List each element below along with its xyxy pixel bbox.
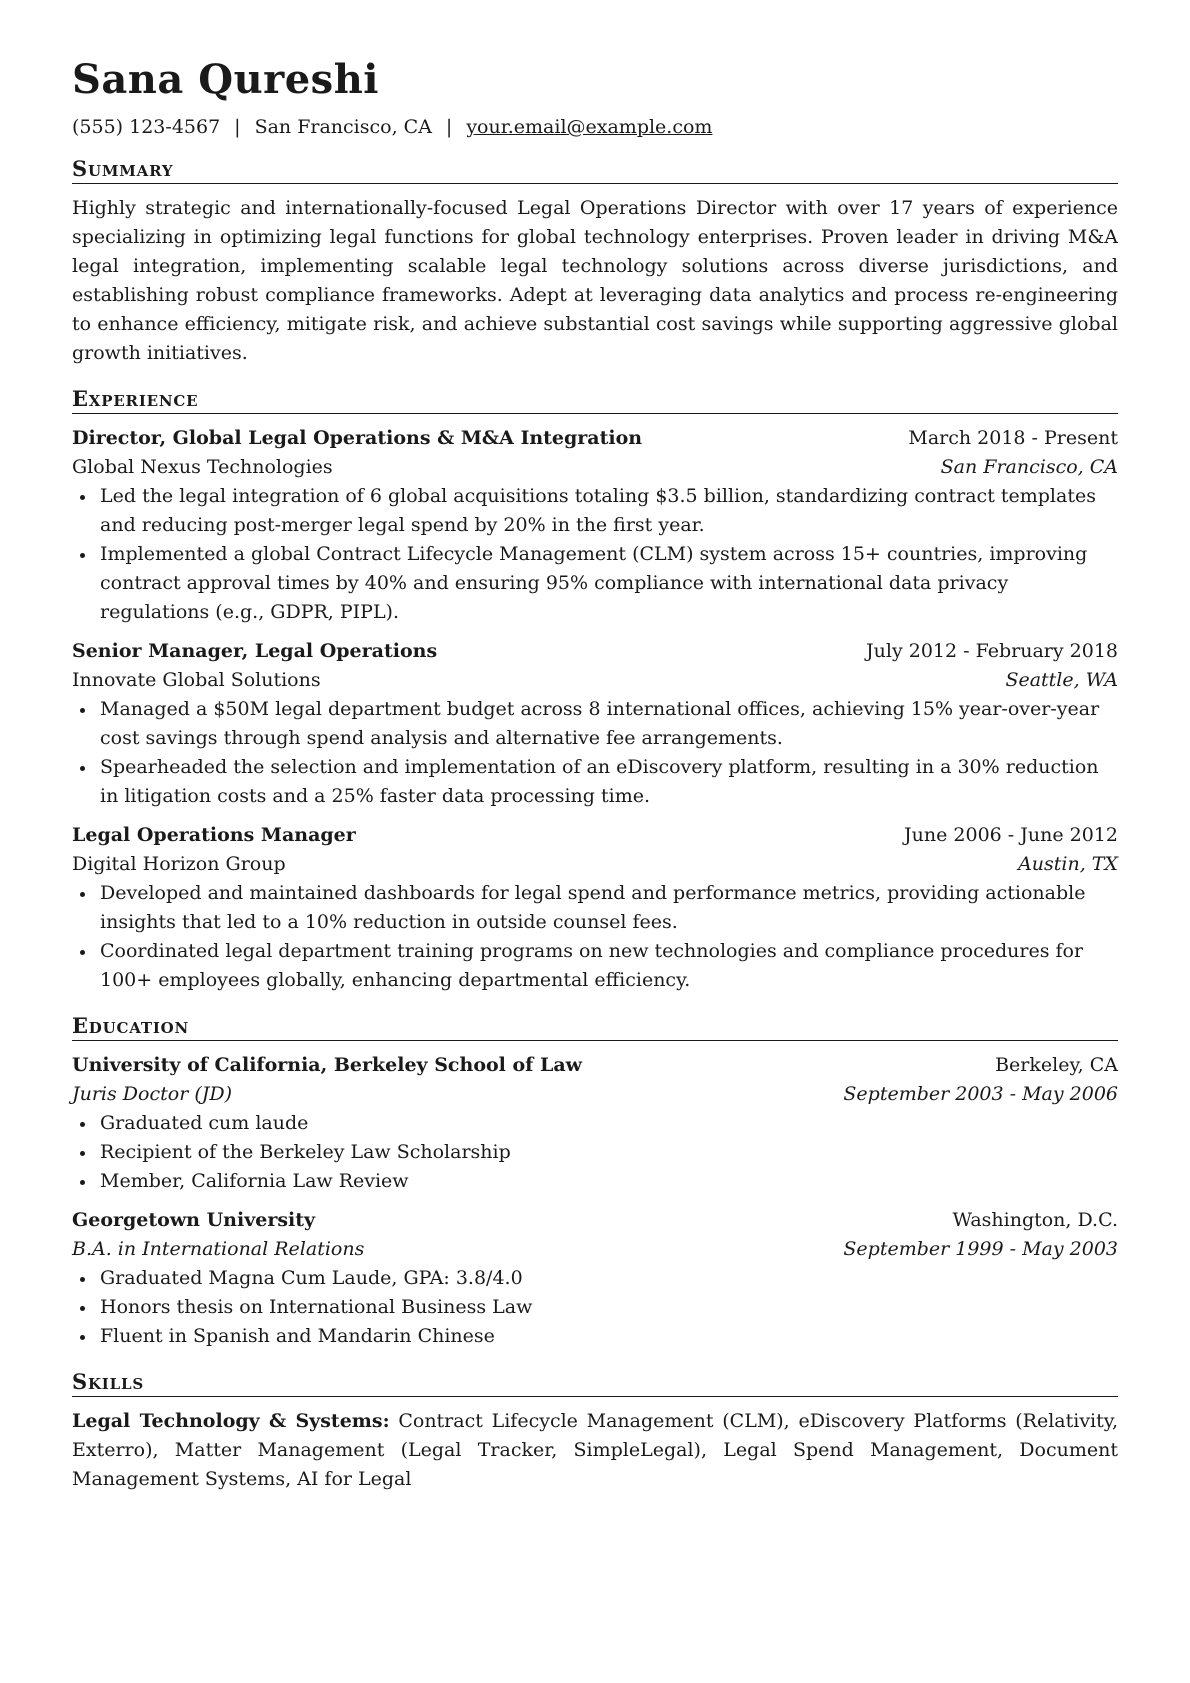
summary-section xyxy=(72,156,1118,368)
skills-label: Legal Technology & Systems: xyxy=(72,1410,390,1432)
candidate-name: Sana Qureshi xyxy=(72,56,379,103)
summary-text: Highly strategic and internationally-focused Legal Operations Director with over 17 years of experience specializing in optimizing legal functions for global technology enterprises. Proven leader in driving M&A legal integration, implementing scalable legal technology solutions across diverse jurisdictions, and establishing robust compliance frameworks. Adept at leveraging data analytics and process re-engineering to enhance efficiency, mitigate risk, and achieve substantial cost savings while supporting aggressive global growth initiatives. xyxy=(72,197,1118,364)
contact-line xyxy=(72,116,1118,138)
school-name: University of California, Berkeley School of Law xyxy=(72,1054,582,1076)
job-location: San Francisco, CA xyxy=(940,456,1118,478)
degree: B.A. in International Relations xyxy=(72,1238,365,1260)
job-company: Innovate Global Solutions xyxy=(72,669,321,691)
job-role: Senior Manager, Legal Operations xyxy=(72,640,438,662)
school-location: Washington, D.C. xyxy=(952,1209,1118,1231)
section-title-summary: Summary xyxy=(72,156,1118,184)
skills-line xyxy=(72,1407,1118,1494)
education-section xyxy=(72,1013,1118,1351)
skills-text: Contract Lifecycle Management (CLM), eDiscovery Platforms (Relativity, Exterro), Matter Management (Legal Tracker, SimpleLegal), Legal Spend Management, Document Management Systems, AI for Legal xyxy=(72,1410,1119,1490)
education-entry xyxy=(72,1206,1118,1351)
section-title-skills: Skills xyxy=(72,1369,1118,1397)
email-link[interactable]: your.email@example.com xyxy=(466,116,713,138)
job-company: Global Nexus Technologies xyxy=(72,456,333,478)
job-company: Digital Horizon Group xyxy=(72,853,286,875)
job-entry xyxy=(72,424,1118,627)
education-bullet: Honors thesis on International Business Law xyxy=(72,1293,1118,1322)
section-title-experience: Experience xyxy=(72,386,1118,414)
education-bullet: Graduated Magna Cum Laude, GPA: 3.8/4.0 xyxy=(72,1264,1118,1293)
skills-section xyxy=(72,1369,1118,1494)
education-bullet: Member, California Law Review xyxy=(72,1167,1118,1196)
school-location: Berkeley, CA xyxy=(995,1054,1118,1076)
school-name: Georgetown University xyxy=(72,1209,316,1231)
degree: Juris Doctor (JD) xyxy=(72,1083,232,1105)
section-title-education: Education xyxy=(72,1013,1118,1041)
education-entry xyxy=(72,1051,1118,1196)
job-bullet: Coordinated legal department training programs on new technologies and compliance procedures for 100+ employees globally, enhancing departmental efficiency. xyxy=(72,937,1118,995)
education-dates: September 1999 - May 2003 xyxy=(843,1238,1118,1260)
job-location: Seattle, WA xyxy=(1005,669,1118,691)
job-bullet: Implemented a global Contract Lifecycle Management (CLM) system across 15+ countries, improving contract approval times by 40% and ensuring 95% compliance with international data privacy regulations (e.g., GDPR, PIPL). xyxy=(72,540,1118,627)
location: San Francisco, CA xyxy=(254,116,432,138)
separator: | xyxy=(445,116,453,138)
job-dates: June 2006 - June 2012 xyxy=(904,824,1118,846)
job-bullet: Managed a $50M legal department budget across 8 international offices, achieving 15% year-over-year cost savings through spend analysis and alternative fee arrangements. xyxy=(72,695,1118,753)
experience-section xyxy=(72,386,1118,995)
education-dates: September 2003 - May 2006 xyxy=(843,1083,1118,1105)
job-role: Director, Global Legal Operations & M&A Integration xyxy=(72,427,643,449)
separator: | xyxy=(234,116,241,138)
education-bullet: Graduated cum laude xyxy=(72,1109,1118,1138)
job-dates: July 2012 - February 2018 xyxy=(866,640,1118,662)
job-bullet: Spearheaded the selection and implementation of an eDiscovery platform, resulting in a 30% reduction in litigation costs and a 25% faster data processing time. xyxy=(72,753,1118,811)
job-entry xyxy=(72,637,1118,811)
education-bullet: Recipient of the Berkeley Law Scholarship xyxy=(72,1138,1118,1167)
job-entry xyxy=(72,821,1118,995)
job-bullet: Led the legal integration of 6 global acquisitions totaling $3.5 billion, standardizing contract templates and reducing post-merger legal spend by 20% in the first year. xyxy=(72,482,1118,540)
phone: (555) 123-4567 xyxy=(72,116,221,138)
education-bullet: Fluent in Spanish and Mandarin Chinese xyxy=(72,1322,1118,1351)
job-role: Legal Operations Manager xyxy=(72,824,356,846)
job-bullet: Developed and maintained dashboards for legal spend and performance metrics, providing actionable insights that led to a 10% reduction in outside counsel fees. xyxy=(72,879,1118,937)
job-location: Austin, TX xyxy=(1018,853,1118,875)
job-dates: March 2018 - Present xyxy=(908,427,1118,449)
